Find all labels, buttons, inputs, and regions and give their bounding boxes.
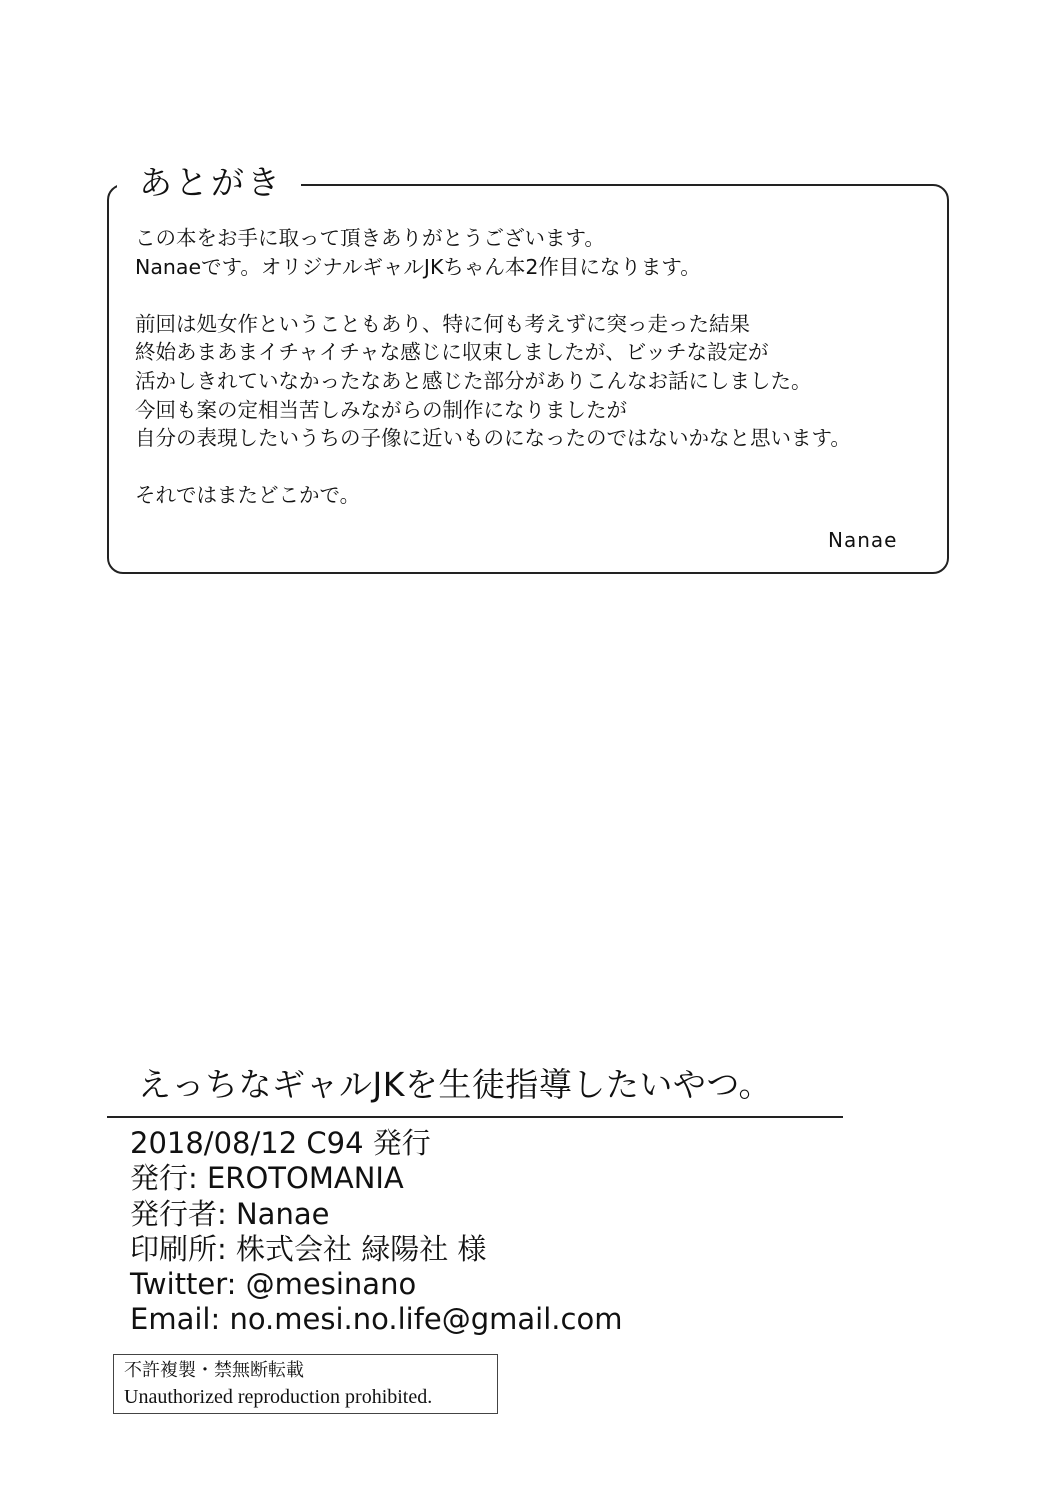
publisher-person: 発行者: Nanae	[130, 1196, 330, 1231]
afterword-line: この本をお手に取って頂きありがとうございます。	[135, 226, 605, 250]
afterword-line: Nanaeです。オリジナルギャルJKちゃん本2作目になります。	[135, 254, 701, 279]
afterword-line: 前回は処女作ということもあり、特に何も考えずに突っ走った結果	[135, 311, 750, 336]
email-address: Email: no.mesi.no.life@gmail.com	[130, 1302, 623, 1337]
notice-english: Unauthorized reproduction prohibited.	[124, 1386, 433, 1408]
printer: 印刷所: 株式会社 緑陽社 様	[130, 1231, 487, 1266]
twitter-handle: Twitter: @mesinano	[130, 1267, 417, 1302]
afterword-line: 終始あまあまイチャイチャな感じに収束しましたが、ビッチな設定が	[135, 340, 769, 365]
publication-date: 2018/08/12 C94 発行	[130, 1126, 431, 1160]
afterword-title: あとがき	[139, 163, 283, 202]
book-title: えっちなギャルJKを生徒指導したいやつ。	[138, 1065, 773, 1104]
colophon	[130, 1126, 622, 1338]
afterword-signature: Nanae	[828, 528, 898, 552]
publisher: 発行: EROTOMANIA	[130, 1161, 404, 1196]
afterword-line: 自分の表現したいうちの子像に近いものになったのではないかなと思います。	[135, 426, 851, 451]
notice-japanese: 不許複製・禁無断転載	[124, 1360, 304, 1381]
afterword-line: 活かしきれていなかったなあと感じた部分がありこんなお話にしました。	[135, 368, 812, 393]
afterword-heading	[117, 160, 301, 206]
copyright-notice	[113, 1354, 498, 1414]
afterword-body	[135, 224, 935, 510]
afterword-line: 今回も案の定相当苦しみながらの制作になりましたが	[135, 397, 627, 422]
afterword-line: それではまたどこかで。	[135, 483, 361, 508]
title-divider	[107, 1116, 843, 1118]
